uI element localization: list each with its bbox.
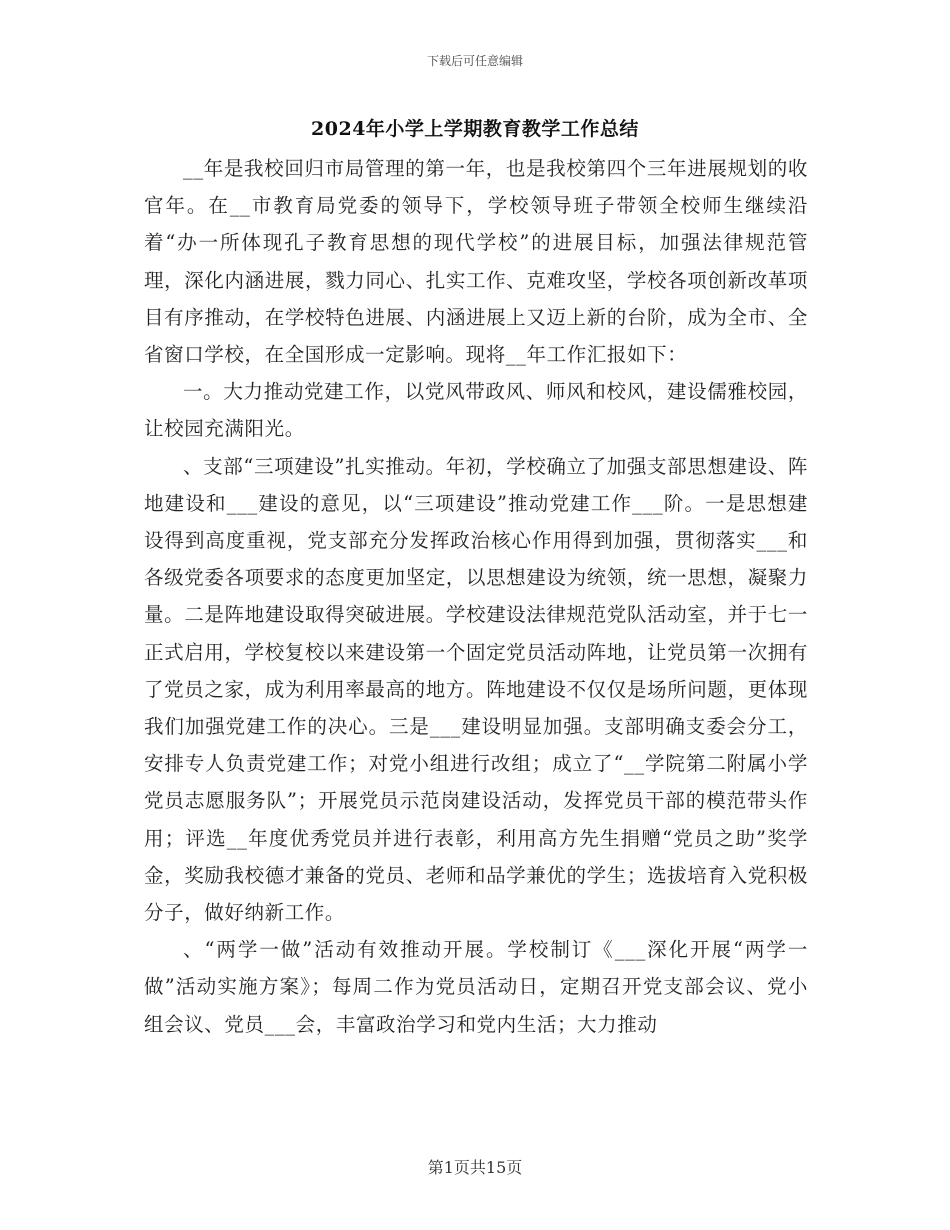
paragraph-section-1: 一。大力推动党建工作，以党风带政风、师风和校风，建设儒雅校园，让校园充满阳光。	[144, 380, 808, 441]
paragraph-two-studies: 、“两学一做”活动有效推动开展。学校制订《___深化开展“两学一做”活动实施方案》；每周二作为党员活动日，定期召开党支部会议、党小组会议、党员___会，丰富政治学习和党内生活；大力推动	[144, 938, 808, 1036]
document-body	[144, 150, 808, 1043]
paragraph-intro: __年是我校回归市局管理的第一年，也是我校第四个三年进展规划的收官年。在__市教育局党委的领导下，学校领导班子带领全校师生继续沿着“办一所体现孔子教育思想的现代学校”的进展目标，加强法律规范管理，深化内涵进展，戮力同心、扎实工作、克难攻坚，学校各项创新改革项目有序推动，在学校特色进展、内涵进展上又迈上新的台阶，成为全市、全省窗口学校，在全国形成一定影响。现将__年工作汇报如下：	[144, 157, 808, 367]
document-title: 2024年小学上学期教育教学工作总结	[311, 118, 639, 140]
page-header-note: 下载后可任意编辑	[426, 54, 523, 68]
paragraph-three-constructions: 、支部“三项建设”扎实推动。年初，学校确立了加强支部思想建设、阵地建设和___建设的意见，以“三项建设”推动党建工作___阶。一是思想建设得到高度重视，党支部充分发挥政治核心作用得到加强，贯彻落实___和各级党委各项要求的态度更加坚定，以思想建设为统领，统一思想，凝聚力量。二是阵地建设取得突破进展。学校建设法律规范党队活动室，并于七一正式启用，学校复校以来建设第一个固定党员活动阵地，让党员第一次拥有了党员之家，成为利用率最高的地方。阵地建设不仅仅是场所问题，更体现我们加强党建工作的决心。三是___建设明显加强。支部明确支委会分工，安排专人负责党建工作；对党小组进行改组；成立了“__学院第二附属小学党员志愿服务队”；开展党员示范岗建设活动，发挥党员干部的模范带头作用；评选__年度优秀党员并进行表彰，利用高方先生捐赠“党员之助”奖学金，奖励我校德才兼备的党员、老师和品学兼优的学生；选拔培育入党积极分子，做好纳新工作。	[144, 454, 808, 925]
page-number: 第1页共15页	[427, 1158, 523, 1177]
